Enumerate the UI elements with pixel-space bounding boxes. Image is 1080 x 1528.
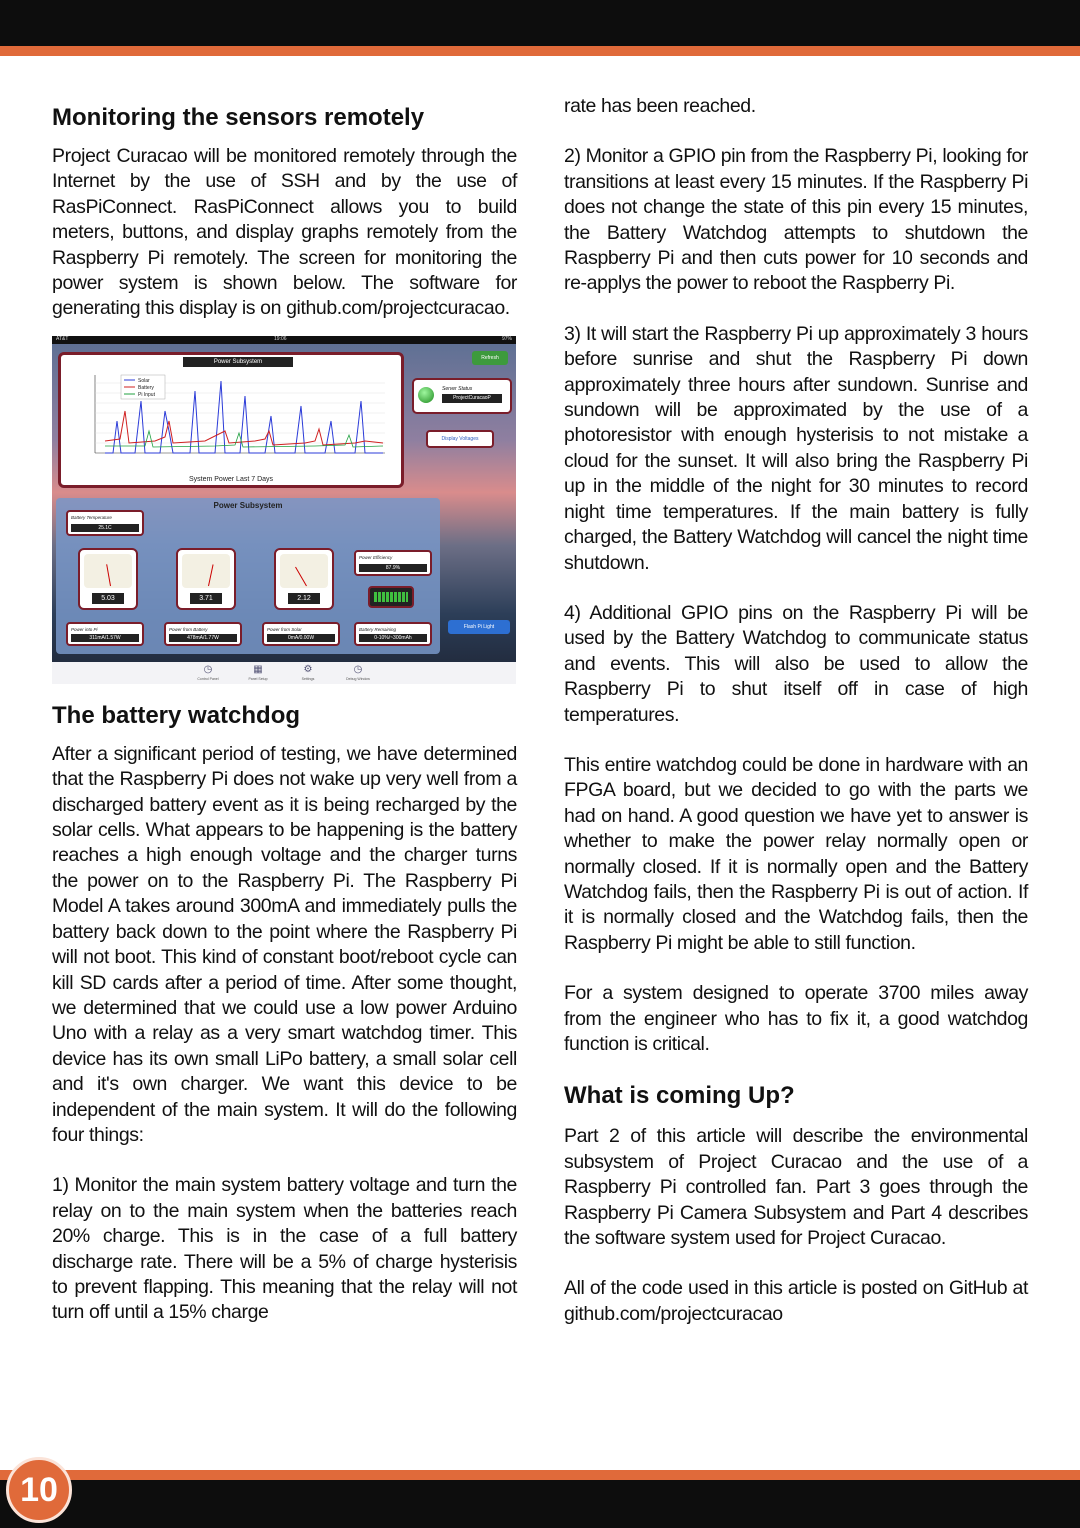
server-status-value: ProjectCuracaoP [442, 394, 502, 403]
battery-bars-icon [374, 592, 408, 602]
power-chart-svg [65, 361, 395, 471]
chart-title: Power Subsystem [183, 357, 293, 367]
paragraph-item-4: 4) Additional GPIO pins on the Raspberry Pi will be used by the Battery Watchdog to communicate status and events. This will also be used to allow the Raspberry Pi to shut itself off in case of high temperatures. [564, 601, 1028, 726]
tab-panel-setup[interactable] [238, 664, 278, 683]
card-label: Power from Solar [267, 626, 302, 632]
server-status-label: Server Status [442, 385, 473, 392]
paragraph-battery-watchdog: After a significant period of testing, we have determined that the Raspberry Pi does not wake up very well from a discharged battery event as it is being recharged by the solar cells. What appears to be happening is the battery reaches a high enough voltage and the charger turns the power on to the Raspberry Pi. The Raspberry Pi Model A takes around 300mA and immediately pulls the battery back down to the point where the Raspberry Pi will not boot. This kind of constant boot/reboot cycle can kill SD cards after a period of time. After some thought, we determined that we could use a low power Arduino Uno with a relay as a very smart watchdog timer. This device has its own small LiPo battery, a small solar cell and it's own charger. We want this device to be independent of the main system. It will do the following four things: [52, 742, 517, 1146]
tab-label: Debug Window [346, 676, 370, 681]
server-status-panel [412, 378, 512, 414]
carrier-label: AT&T [56, 335, 69, 342]
card-label: Battery Remaining [359, 626, 397, 632]
raspiconnect-screenshot [52, 336, 516, 684]
power-from-solar-card [262, 622, 340, 646]
battery-level-indicator [368, 586, 414, 608]
tab-label: Panel Setup [248, 676, 268, 681]
tab-bar [52, 662, 516, 684]
right-column [564, 94, 1028, 1327]
gauge-value: 3.71 [190, 593, 222, 604]
power-efficiency-card [354, 550, 432, 576]
tab-control-panel[interactable] [188, 664, 228, 683]
battery-temperature-label: Battery Temperature [71, 514, 112, 520]
legend-battery: Battery [138, 384, 154, 391]
status-light-icon [418, 387, 434, 403]
tab-label: Settings [301, 676, 315, 681]
gauge-face [280, 554, 328, 588]
paragraph-github: All of the code used in this article is posted on GitHub at github.com/projectcuracao [564, 1277, 1028, 1325]
battery-voltage-gauge [176, 548, 236, 610]
battery-temperature-value: 25.1C [71, 524, 139, 532]
tab-debug-window[interactable] [338, 664, 378, 683]
power-into-pi-card [66, 622, 144, 646]
gauge-face [182, 554, 230, 588]
gauge-needle [106, 564, 111, 586]
ios-status-bar [52, 336, 516, 344]
building-icon: ▦ [253, 663, 263, 675]
power-from-battery-card [164, 622, 242, 646]
card-value: 0mA/0.00W [267, 634, 335, 642]
clock-label: 19:06 [274, 335, 287, 342]
paragraph-critical: For a system designed to operate 3700 miles away from the engineer who has to fix it, a good watchdog function is critical. [564, 982, 1028, 1055]
power-chart-panel [58, 352, 404, 488]
top-header-bar [0, 0, 1080, 46]
section-heading-monitoring: Monitoring the sensors remotely [52, 104, 425, 131]
gauge-face [84, 554, 132, 588]
gauge-value: 5.03 [92, 593, 124, 604]
card-value: 311mA/1.57W [71, 634, 139, 642]
section-heading-coming-up: What is coming Up? [564, 1082, 795, 1110]
paragraph-item-1: 1) Monitor the main system battery voltage and turn the relay on to the main system when the batteries reach 20% charge. This is in the case of a full battery discharge rate. There will be a 5% of charge hysterisis to prevent flapping. This meaning that the relay will not turn off until a 15% charge [52, 1174, 517, 1324]
power-efficiency-value: 87.9% [359, 564, 427, 572]
paragraph-item-3: 3) It will start the Raspberry Pi up approximately 3 hours before sunrise and shut the Raspberry Pi down approximately three hours after sundown. Sunrise and sundown will be approximated by the use of a photoresistor with enough hysterisis to not mistake a cloud for the sunset. It will also bring the Raspberry Pi up in the middle of the night for 30 minutes to record night time temperatures. If the main battery is fully charged, the Battery Watchdog will cancel the night time shutdown. [564, 322, 1028, 574]
battery-remaining-card [354, 622, 432, 646]
pi-voltage-gauge [78, 548, 138, 610]
display-voltages-button[interactable]: Display Voltages [426, 430, 494, 448]
battery-temperature-card [66, 510, 144, 536]
page-number-badge: 10 [6, 1457, 72, 1523]
gauge-value: 2.12 [288, 593, 320, 604]
card-label: Power into Pi [71, 626, 98, 632]
card-label: Power from Battery [169, 626, 208, 632]
paragraph-coming-up: Part 2 of this article will describe the environmental subsystem of Project Curacao and the use of a Raspberry Pi controlled fan. Part 3 goes through the Raspberry Pi Camera Subsystem and Part 4 describes the software system used for Project Curacao. [564, 1125, 1028, 1250]
tab-settings[interactable] [288, 664, 328, 683]
paragraph-continued: rate has been reached. [564, 95, 756, 117]
paragraph-monitoring: Project Curacao will be monitored remotely through the Internet by the use of SSH and by the use of RasPiConnect. RasPiConnect allows you to build meters, buttons, and display graphs remotely from the Raspberry Pi remotely. The screen for monitoring the power system is shown below. The software for generating this display is on github.com/projectcuracao. [52, 145, 517, 320]
gauge-needle [208, 564, 214, 586]
refresh-button[interactable]: Refresh [472, 351, 508, 365]
power-efficiency-label: Power Efficiency [359, 554, 393, 560]
gear-icon: ⚙ [303, 663, 313, 675]
clock-icon: ◷ [353, 663, 363, 675]
paragraph-item-2: 2) Monitor a GPIO pin from the Raspberry Pi, looking for transitions at least every 15 minutes. If the Raspberry Pi does not change the state of this pin every 15 minutes, the Battery Watchdog attempts to shutdown the Raspberry Pi and then cuts power for 10 seconds and re-applys the power to reboot the Raspberry Pi. [564, 145, 1028, 295]
clock-icon: ◷ [203, 663, 213, 675]
legend-pi-input: Pi Input [138, 391, 155, 398]
top-accent-stripe [0, 46, 1080, 56]
left-column [52, 104, 517, 1326]
power-subsystem-panel [56, 498, 440, 654]
flash-pi-light-button[interactable]: Flash Pi Light [448, 620, 510, 634]
battery-label: 97% [501, 335, 512, 342]
card-value: 478mA/1.77W [169, 634, 237, 642]
section-heading-battery-watchdog: The battery watchdog [52, 701, 301, 729]
power-subsystem-title: Power Subsystem [213, 500, 283, 510]
solar-voltage-gauge [274, 548, 334, 610]
bottom-footer-bar [0, 1480, 1080, 1528]
chart-footer: System Power Last 7 Days [188, 475, 274, 483]
paragraph-fpga: This entire watchdog could be done in hardware with an FPGA board, but we decided to go with the parts we had on hand. A good question we have yet to answer is whether to make the power relay normally open or normally closed. If it is normally open and the Battery Watchdog fails, then the Raspberry Pi is out of action. If it is normally closed and the Watchdog fails, then the Raspberry Pi might be able to still function. [564, 753, 1028, 954]
tab-label: Control Panel [197, 676, 219, 681]
card-value: 0-10%/~300mAh [359, 634, 427, 642]
gauge-needle [295, 567, 307, 587]
bottom-accent-stripe [0, 1470, 1080, 1480]
legend-solar: Solar [138, 377, 150, 384]
